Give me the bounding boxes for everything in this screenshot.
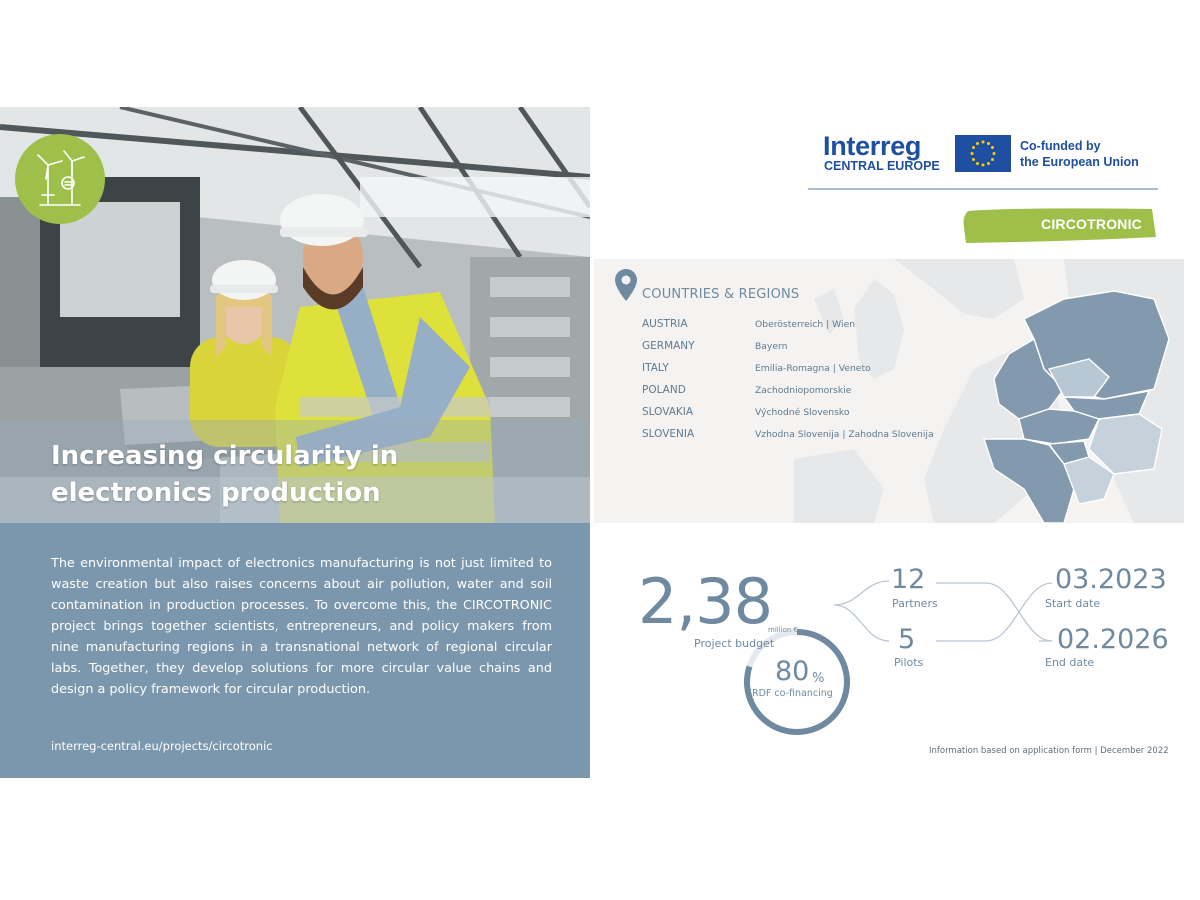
connector-pilots-start: [986, 583, 1052, 641]
region-row-austria: [642, 313, 1002, 335]
end-date-value: 02.2026: [1057, 624, 1169, 655]
region-name: Bayern: [755, 340, 788, 352]
project-url[interactable]: interreg-central.eu/projects/circotronic: [51, 739, 273, 753]
region-row-slovenia: [642, 423, 1002, 445]
region-country: SLOVAKIA: [642, 406, 694, 418]
budget-label: Project budget: [694, 637, 775, 650]
region-country: SLOVENIA: [642, 428, 695, 440]
regions-list: [642, 313, 1002, 445]
cofinancing-label: ERDF co-financing: [746, 688, 833, 699]
region-name: Zachodniopomorskie: [755, 384, 852, 396]
pilots-value: 5: [898, 624, 916, 655]
start-date-label: Start date: [1045, 597, 1101, 610]
region-country: POLAND: [642, 384, 686, 396]
project-logo: [15, 134, 105, 224]
wind-turbine-circuit-icon: [32, 147, 88, 211]
countries-regions-heading: COUNTRIES & REGIONS: [642, 287, 800, 302]
interreg-logo-subtitle: CENTRAL EUROPE: [824, 159, 940, 173]
region-country: GERMANY: [642, 340, 695, 352]
eu-flag-icon: [955, 135, 1011, 172]
headline-line-1: Increasing circularity in: [51, 441, 399, 471]
budget-value: 2,38: [638, 565, 773, 638]
eu-stars-icon: [955, 135, 1011, 172]
interreg-logo-text: Interreg: [823, 131, 922, 161]
region-name: Vzhodna Slovenija | Zahodna Slovenija: [755, 428, 934, 440]
end-date-label: End date: [1045, 656, 1095, 669]
location-pin-icon: [614, 268, 638, 302]
region-name: Východné Slovensko: [755, 406, 850, 418]
region-name: Emilia-Romagna | Veneto: [755, 362, 871, 374]
connector-budget-pilots: [834, 605, 889, 641]
region-row-italy: [642, 357, 1002, 379]
region-row-poland: [642, 379, 1002, 401]
region-row-slovakia: [642, 401, 1002, 423]
project-badge-label: CIRCOTRONIC: [1041, 216, 1142, 232]
hero-headline: [51, 438, 551, 512]
partners-label: Partners: [892, 597, 938, 610]
cofunded-label: [1020, 138, 1139, 170]
pilots-label: Pilots: [894, 656, 924, 669]
region-row-germany: [642, 335, 1002, 357]
region-country: AUSTRIA: [642, 318, 688, 330]
region-country: ITALY: [642, 362, 669, 374]
cofinancing-value: 80: [775, 656, 810, 687]
cofunded-line-2: the European Union: [1020, 155, 1139, 169]
cofinancing-unit: %: [812, 671, 825, 686]
cofunded-line-1: Co-funded by: [1020, 139, 1101, 153]
header-divider: [808, 188, 1158, 190]
intro-paragraph: The environmental impact of electronics manufacturing is not just limited to waste creation but also raises concerns about air pollution, water and soil contamination in production processes. To overcome this, the CIRCOTRONIC project brings together scientists, entrepreneurs, and policy makers from nine manufacturing regions in a transnational network of regional circular labs. Together, they develop solutions for more circular value chains and design a policy framework for circular production.: [51, 556, 552, 697]
region-name: Oberösterreich | Wien: [755, 318, 856, 330]
source-footnote: Information based on application form | December 2022: [929, 746, 1169, 756]
headline-line-2: electronics production: [51, 478, 381, 508]
connector-budget-partners: [834, 581, 889, 605]
budget-unit: million €: [768, 626, 798, 634]
partners-value: 12: [891, 564, 926, 595]
start-date-value: 03.2023: [1055, 564, 1167, 595]
